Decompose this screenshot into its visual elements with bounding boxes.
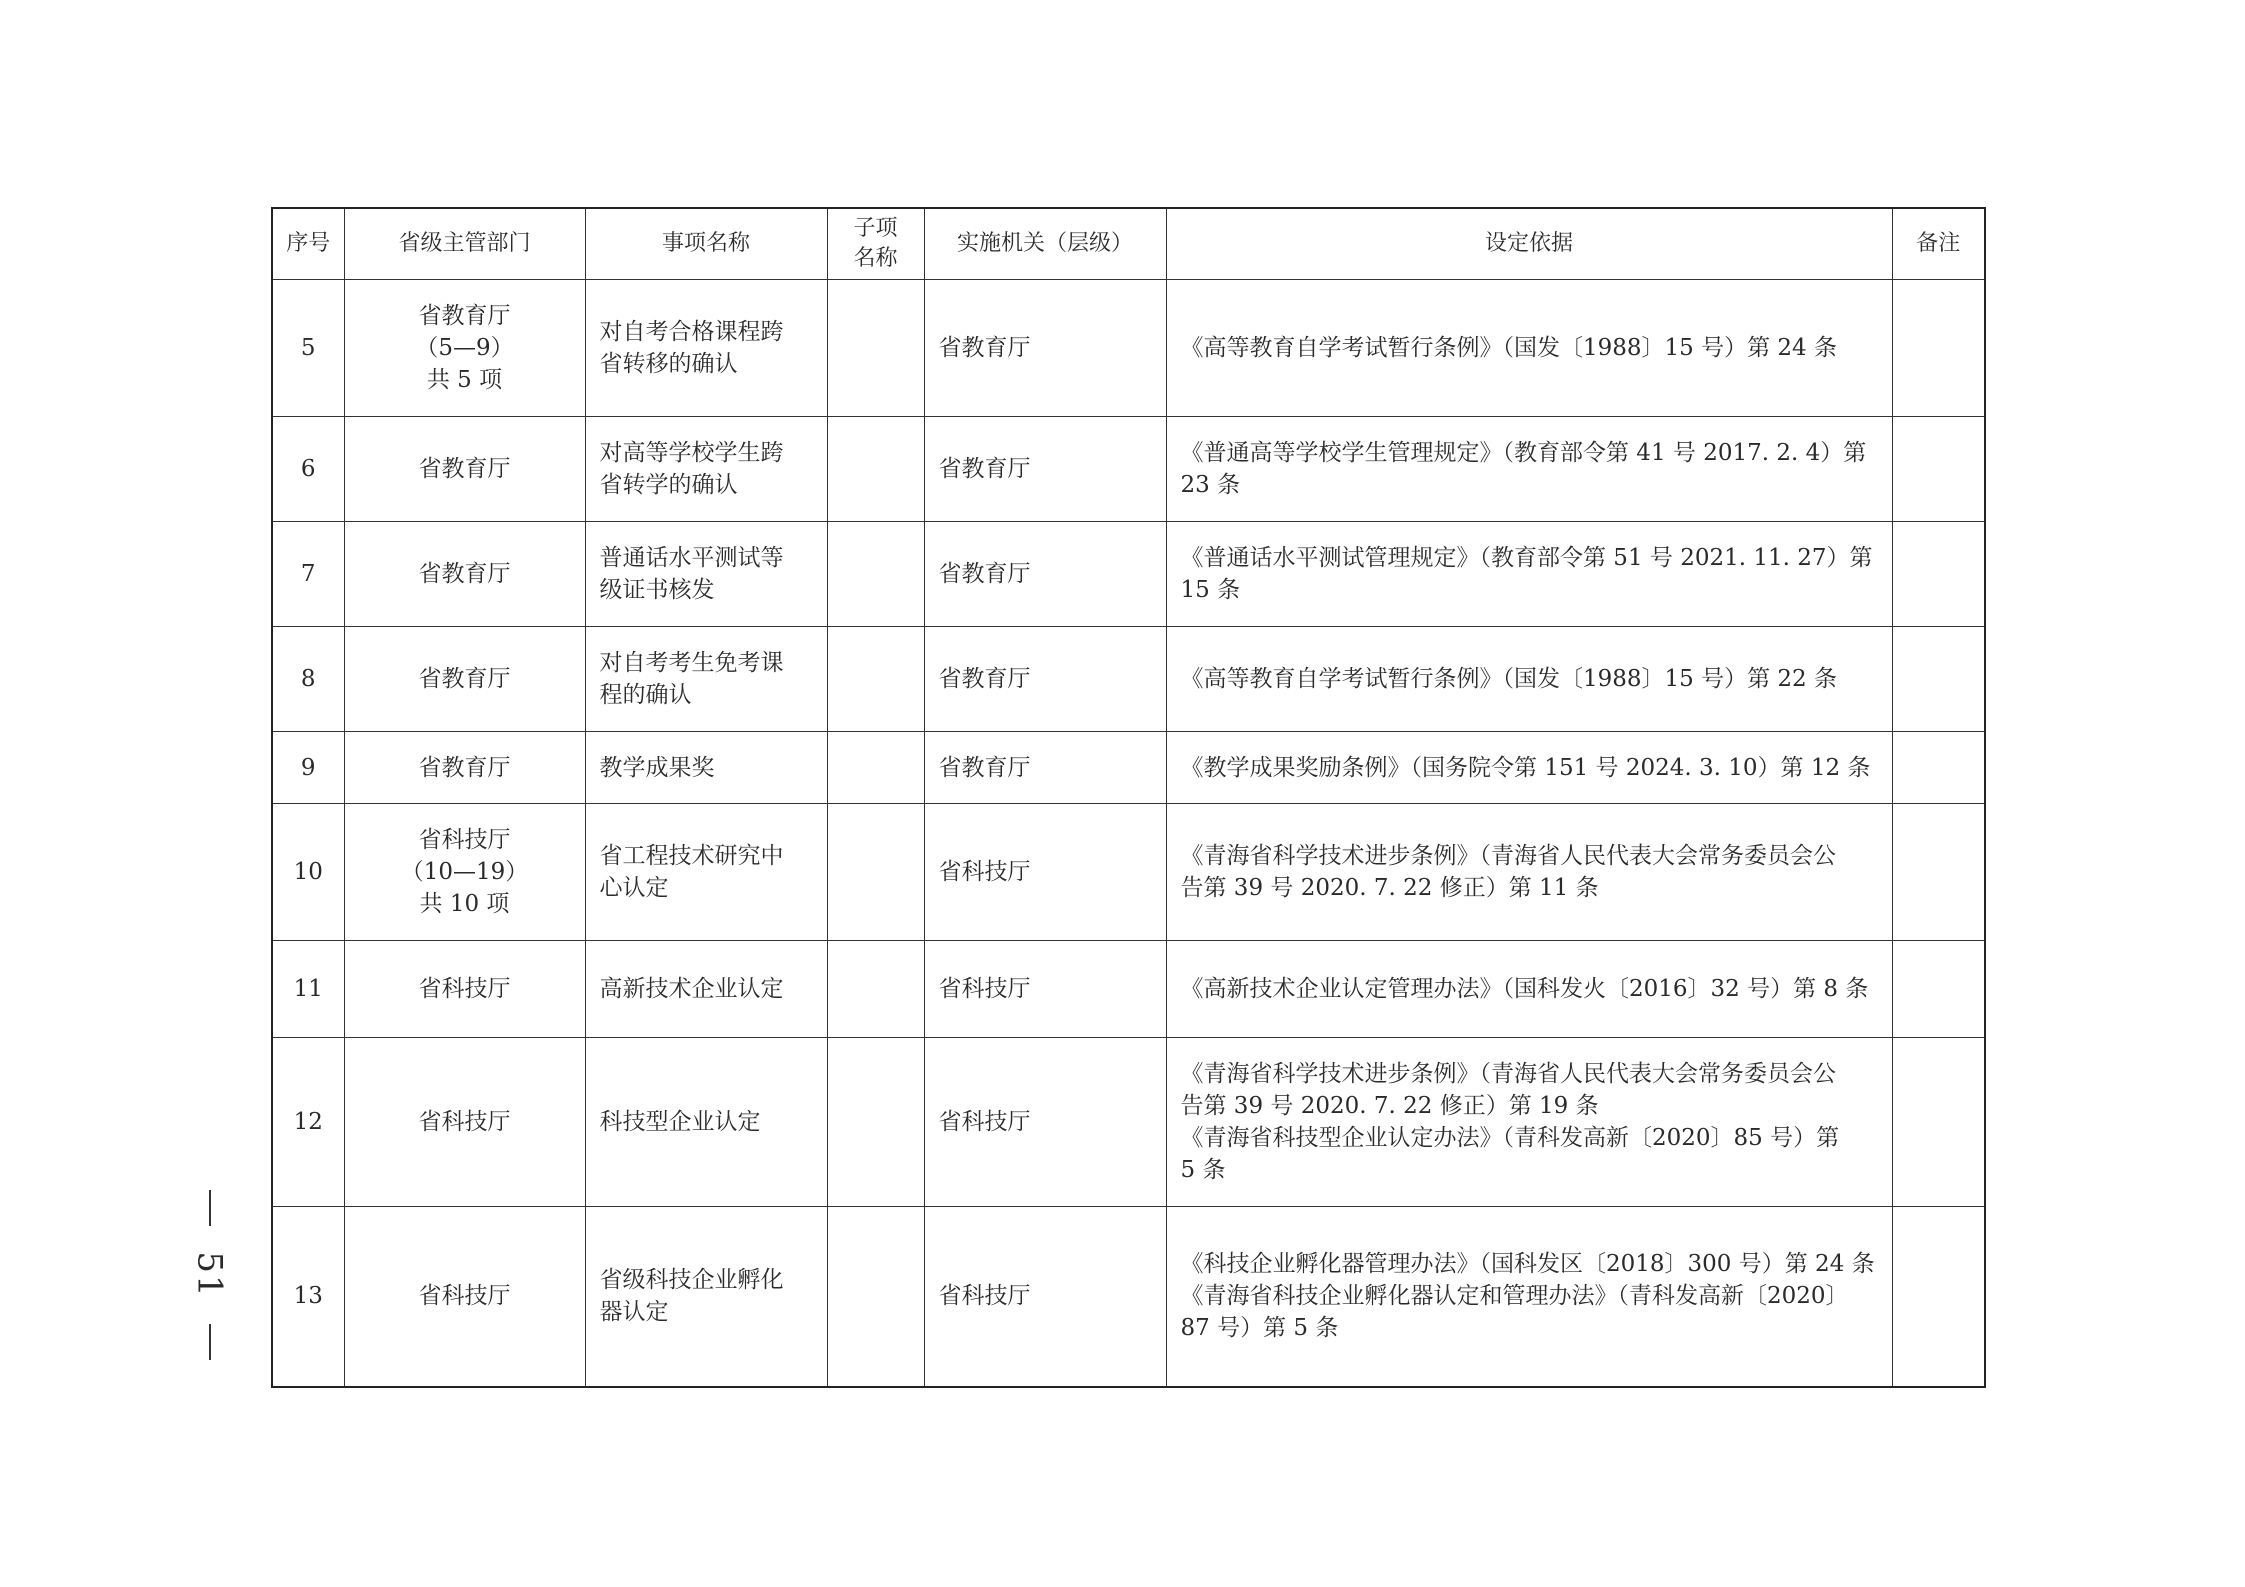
cell-line: 普通话水平测试等 bbox=[599, 545, 784, 571]
cell-line: 告第 39 号 2020. 7. 22 修正）第 11 条 bbox=[1180, 875, 1599, 901]
cell-name bbox=[585, 417, 827, 522]
header-org: 实施机关（层级） bbox=[924, 208, 1166, 280]
table-row bbox=[272, 941, 1985, 1038]
cell-org: 省科技厅 bbox=[924, 1207, 1166, 1387]
items-table bbox=[271, 207, 1986, 1388]
cell-line: 级证书核发 bbox=[599, 577, 715, 603]
cell-org: 省教育厅 bbox=[924, 627, 1166, 732]
header-basis: 设定依据 bbox=[1166, 208, 1892, 280]
cell-line: 对高等学校学生跨 bbox=[599, 440, 784, 466]
cell-sub bbox=[827, 627, 924, 732]
cell-dept bbox=[344, 627, 585, 732]
cell-note bbox=[1892, 522, 1985, 627]
cell-line: （5—9） bbox=[415, 335, 514, 361]
cell-line: 省科技厅 bbox=[418, 976, 511, 1002]
cell-line: 87 号）第 5 条 bbox=[1180, 1315, 1339, 1342]
page-number-dash bbox=[209, 1324, 211, 1360]
cell-line: 省级科技企业孵化 bbox=[599, 1267, 784, 1294]
table-row bbox=[272, 280, 1985, 417]
cell-name bbox=[585, 522, 827, 627]
cell-org: 省教育厅 bbox=[924, 417, 1166, 522]
cell-sub bbox=[827, 1038, 924, 1207]
cell-dept bbox=[344, 804, 585, 941]
cell-note bbox=[1892, 804, 1985, 941]
cell-sub bbox=[827, 732, 924, 804]
cell-line: 省教育厅 bbox=[418, 754, 511, 781]
cell-dept bbox=[344, 732, 585, 804]
cell-no: 11 bbox=[272, 941, 344, 1038]
cell-basis bbox=[1166, 941, 1892, 1038]
cell-no: 8 bbox=[272, 627, 344, 732]
cell-name bbox=[585, 732, 827, 804]
cell-no: 12 bbox=[272, 1038, 344, 1207]
header-name: 事项名称 bbox=[585, 208, 827, 280]
document-sheet bbox=[271, 207, 1984, 1388]
cell-sub bbox=[827, 941, 924, 1038]
cell-name bbox=[585, 941, 827, 1038]
cell-sub bbox=[827, 522, 924, 627]
cell-no: 10 bbox=[272, 804, 344, 941]
cell-org: 省科技厅 bbox=[924, 804, 1166, 941]
cell-line: 《高等教育自学考试暂行条例》（国发〔1988〕15 号）第 22 条 bbox=[1180, 666, 1837, 692]
cell-line: 省科技厅 bbox=[418, 1109, 511, 1135]
cell-line: 《青海省科技型企业认定办法》（青科发高新〔2020〕85 号）第 bbox=[1180, 1125, 1840, 1151]
cell-line: 省工程技术研究中 bbox=[599, 843, 784, 869]
cell-line: 教学成果奖 bbox=[599, 754, 715, 781]
cell-line: 《科技企业孵化器管理办法》（国科发区〔2018〕300 号）第 24 条 bbox=[1180, 1251, 1875, 1278]
cell-note bbox=[1892, 941, 1985, 1038]
table-row bbox=[272, 417, 1985, 522]
cell-line: 省转移的确认 bbox=[599, 351, 738, 377]
cell-basis bbox=[1166, 1038, 1892, 1207]
cell-basis bbox=[1166, 280, 1892, 417]
cell-basis bbox=[1166, 804, 1892, 941]
cell-line: 《普通高等学校学生管理规定》（教育部令第 41 号 2017. 2. 4）第 bbox=[1180, 440, 1867, 466]
cell-sub bbox=[827, 804, 924, 941]
cell-dept bbox=[344, 417, 585, 522]
cell-name bbox=[585, 804, 827, 941]
page-number-dash bbox=[209, 1190, 211, 1226]
cell-basis bbox=[1166, 417, 1892, 522]
cell-sub bbox=[827, 417, 924, 522]
cell-note bbox=[1892, 417, 1985, 522]
header-sub bbox=[827, 208, 924, 280]
cell-dept bbox=[344, 1038, 585, 1207]
cell-note bbox=[1892, 1038, 1985, 1207]
cell-line: 5 条 bbox=[1180, 1157, 1226, 1183]
cell-basis bbox=[1166, 522, 1892, 627]
cell-org: 省科技厅 bbox=[924, 1038, 1166, 1207]
cell-line: 省教育厅 bbox=[418, 666, 511, 692]
cell-dept bbox=[344, 280, 585, 417]
page-number-value: 51 bbox=[190, 1251, 231, 1299]
cell-line: 23 条 bbox=[1180, 472, 1241, 498]
cell-basis bbox=[1166, 732, 1892, 804]
cell-sub bbox=[827, 280, 924, 417]
cell-line: 程的确认 bbox=[599, 682, 692, 708]
cell-name bbox=[585, 1038, 827, 1207]
cell-dept bbox=[344, 941, 585, 1038]
cell-dept bbox=[344, 1207, 585, 1387]
cell-line: 科技型企业认定 bbox=[599, 1109, 761, 1135]
cell-line: 省教育厅 bbox=[418, 456, 511, 482]
cell-note bbox=[1892, 732, 1985, 804]
cell-no: 5 bbox=[272, 280, 344, 417]
cell-line: 共 5 项 bbox=[426, 367, 503, 393]
cell-name bbox=[585, 1207, 827, 1387]
cell-sub bbox=[827, 1207, 924, 1387]
cell-line: 心认定 bbox=[599, 875, 669, 901]
table-row bbox=[272, 732, 1985, 804]
table-row bbox=[272, 1038, 1985, 1207]
cell-line: 《高新技术企业认定管理办法》（国科发火〔2016〕32 号）第 8 条 bbox=[1180, 976, 1869, 1002]
header-sub-line: 子项 bbox=[853, 216, 898, 241]
cell-dept bbox=[344, 522, 585, 627]
header-sub-line: 名称 bbox=[853, 246, 898, 271]
cell-line: （10—19） bbox=[400, 859, 529, 885]
cell-basis bbox=[1166, 627, 1892, 732]
cell-basis bbox=[1166, 1207, 1892, 1387]
cell-note bbox=[1892, 1207, 1985, 1387]
table-row bbox=[272, 1207, 1985, 1387]
cell-org: 省教育厅 bbox=[924, 280, 1166, 417]
table-row bbox=[272, 804, 1985, 941]
cell-line: 《高等教育自学考试暂行条例》（国发〔1988〕15 号）第 24 条 bbox=[1180, 335, 1837, 361]
table-row bbox=[272, 627, 1985, 732]
cell-line: 告第 39 号 2020. 7. 22 修正）第 19 条 bbox=[1180, 1093, 1599, 1119]
page-number bbox=[190, 1190, 230, 1360]
cell-org: 省科技厅 bbox=[924, 941, 1166, 1038]
cell-line: 对自考考生免考课 bbox=[599, 650, 784, 676]
cell-note bbox=[1892, 627, 1985, 732]
cell-no: 6 bbox=[272, 417, 344, 522]
cell-line: 省转学的确认 bbox=[599, 472, 738, 498]
header-dept: 省级主管部门 bbox=[344, 208, 585, 280]
cell-note bbox=[1892, 280, 1985, 417]
table-row bbox=[272, 522, 1985, 627]
cell-line: 15 条 bbox=[1180, 577, 1241, 603]
table-header-row bbox=[272, 208, 1985, 280]
cell-line: 省教育厅 bbox=[418, 561, 511, 587]
cell-line: 高新技术企业认定 bbox=[599, 976, 784, 1002]
cell-org: 省教育厅 bbox=[924, 732, 1166, 804]
cell-line: 省教育厅 bbox=[418, 303, 511, 329]
cell-line: 共 10 项 bbox=[419, 891, 510, 917]
cell-line: 省科技厅 bbox=[418, 827, 511, 853]
cell-no: 9 bbox=[272, 732, 344, 804]
cell-line: 《青海省科技企业孵化器认定和管理办法》（青科发高新〔2020〕 bbox=[1180, 1283, 1849, 1310]
cell-line: 《青海省科学技术进步条例》（青海省人民代表大会常务委员会公 bbox=[1180, 1061, 1836, 1087]
cell-name bbox=[585, 627, 827, 732]
header-note: 备注 bbox=[1892, 208, 1985, 280]
cell-line: 对自考合格课程跨 bbox=[599, 319, 784, 345]
cell-line: 省科技厅 bbox=[418, 1283, 511, 1310]
cell-name bbox=[585, 280, 827, 417]
cell-line: 器认定 bbox=[599, 1299, 669, 1326]
cell-org: 省教育厅 bbox=[924, 522, 1166, 627]
header-no: 序号 bbox=[272, 208, 344, 280]
cell-line: 《普通话水平测试管理规定》（教育部令第 51 号 2021. 11. 27）第 bbox=[1180, 545, 1873, 571]
cell-line: 《教学成果奖励条例》（国务院令第 151 号 2024. 3. 10）第 12 条 bbox=[1180, 754, 1871, 781]
cell-no: 13 bbox=[272, 1207, 344, 1387]
cell-line: 《青海省科学技术进步条例》（青海省人民代表大会常务委员会公 bbox=[1180, 843, 1836, 869]
cell-no: 7 bbox=[272, 522, 344, 627]
